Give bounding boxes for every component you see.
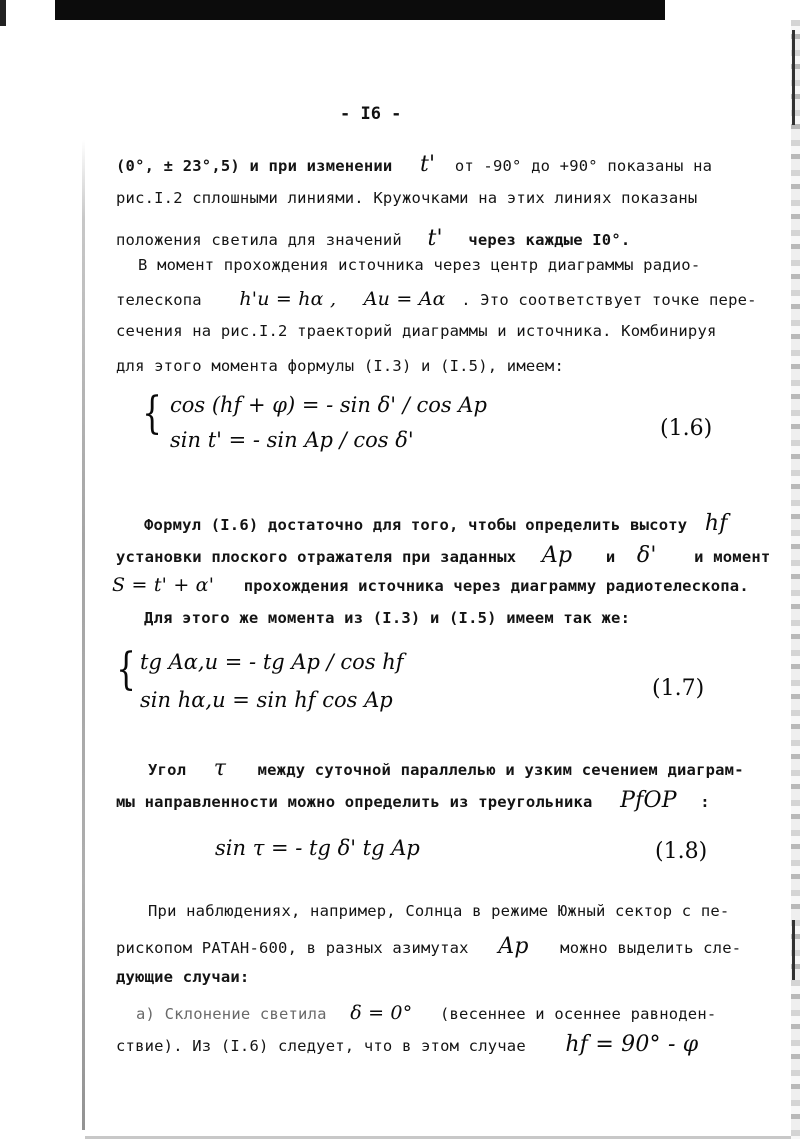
text-segment: (весеннее и осеннее равноден- — [439, 1005, 717, 1023]
text-line: сечения на рис.I.2 траекторий диаграммы и источника. Комбинируя — [116, 322, 717, 340]
text-line — [116, 543, 770, 568]
equation-number: (1.7) — [652, 676, 705, 701]
math-variable: τ — [213, 756, 227, 781]
text-line: Для этого же момента из (I.3) и (I.5) имеем так же: — [144, 609, 631, 627]
text-segment: а) Склонение светила — [136, 1005, 327, 1023]
math-variable: Ap — [541, 543, 573, 568]
equation-number: (1.6) — [660, 416, 713, 441]
math-variable: t' — [427, 226, 443, 251]
text-segment: телескопа — [116, 291, 202, 309]
text-segment: : — [700, 793, 710, 811]
equation-1-8: sin τ = - tg δ' tg Ap — [215, 836, 420, 860]
text-line — [144, 511, 728, 536]
text-segment: прохождения источника через диаграмму радиотелескопа. — [243, 577, 749, 595]
text-segment: Формул (I.6) достаточно для того, чтобы определить высоту — [144, 516, 688, 534]
equation-1-6-line-2: sin t' = - sin Ap / cos δ' — [170, 428, 414, 452]
text-line: При наблюдениях, например, Солнца в режиме Южный сектор с пе- — [148, 902, 730, 920]
text-segment: . Это соответствует точке пере- — [461, 291, 757, 309]
text-segment: Угол — [148, 761, 187, 779]
scan-speck — [792, 920, 795, 980]
math-variable: t' — [419, 152, 436, 177]
text-segment: между суточной параллелью и узким сечением диаграм- — [257, 761, 744, 779]
text-line — [148, 756, 744, 781]
text-segment: ствие). Из (I.6) следует, что в этом случае — [116, 1037, 526, 1055]
text-segment: рископом РАТАН-600, в разных азимутах — [116, 939, 469, 957]
equation-brace: { — [116, 644, 136, 695]
math-variable: δ = 0° — [350, 1002, 413, 1024]
text-line: рис.I.2 сплошными линиями. Кружочками на этих линиях показаны — [116, 189, 698, 207]
text-segment: и — [605, 548, 616, 566]
text-segment: от -90° до +90° показаны на — [454, 157, 713, 175]
text-segment: установки плоского отражателя при заданных — [116, 548, 517, 566]
text-segment: через каждые I0°. — [468, 231, 631, 249]
equation-1-7-line-1: tg Aα,и = - tg Ap / cos hf — [140, 650, 404, 674]
text-line: дующие случаи: — [116, 968, 250, 986]
text-segment: и момент — [694, 548, 771, 566]
text-segment: положения светила для значений — [116, 231, 402, 249]
math-variable: S = t' + α' — [112, 574, 215, 596]
text-line — [116, 934, 741, 959]
text-line — [116, 788, 710, 813]
equation-1-7-line-2: sin hα,и = sin hf cos Ap — [140, 688, 393, 712]
scan-left-shadow — [82, 140, 85, 1130]
text-segment: мы направленности можно определить из треугольника — [116, 793, 593, 811]
scan-speck — [792, 30, 795, 125]
scan-corner-mark — [0, 0, 6, 26]
text-segment: (0°, ± 23°,5) и при изменении — [116, 157, 393, 175]
text-line: для этого момента формулы (I.3) и (I.5), имеем: — [116, 357, 564, 375]
math-variable: hf — [704, 511, 728, 536]
text-line — [116, 1032, 698, 1057]
equation-1-6-line-1: cos (hf + φ) = - sin δ' / cos Ap — [170, 393, 487, 417]
text-segment: можно выделить сле- — [560, 939, 742, 957]
text-line — [116, 152, 712, 177]
page-number: - I6 - — [340, 104, 402, 124]
math-variable: Ap — [498, 934, 529, 959]
text-line — [136, 1002, 716, 1024]
text-line — [116, 288, 757, 310]
math-variable: hf = 90° - φ — [565, 1032, 699, 1057]
text-line — [116, 226, 630, 251]
equation-brace: { — [142, 388, 162, 439]
text-line — [112, 574, 749, 596]
math-variable: δ' — [636, 543, 657, 568]
equation-number: (1.8) — [655, 839, 708, 864]
math-variable: PfOP — [620, 788, 677, 813]
text-line: В момент прохождения источника через центр диаграммы радио- — [138, 256, 701, 274]
math-formula: h'и = hα , — [239, 288, 337, 310]
math-formula: Aи = Aα — [363, 288, 446, 310]
scan-top-border — [55, 0, 665, 20]
